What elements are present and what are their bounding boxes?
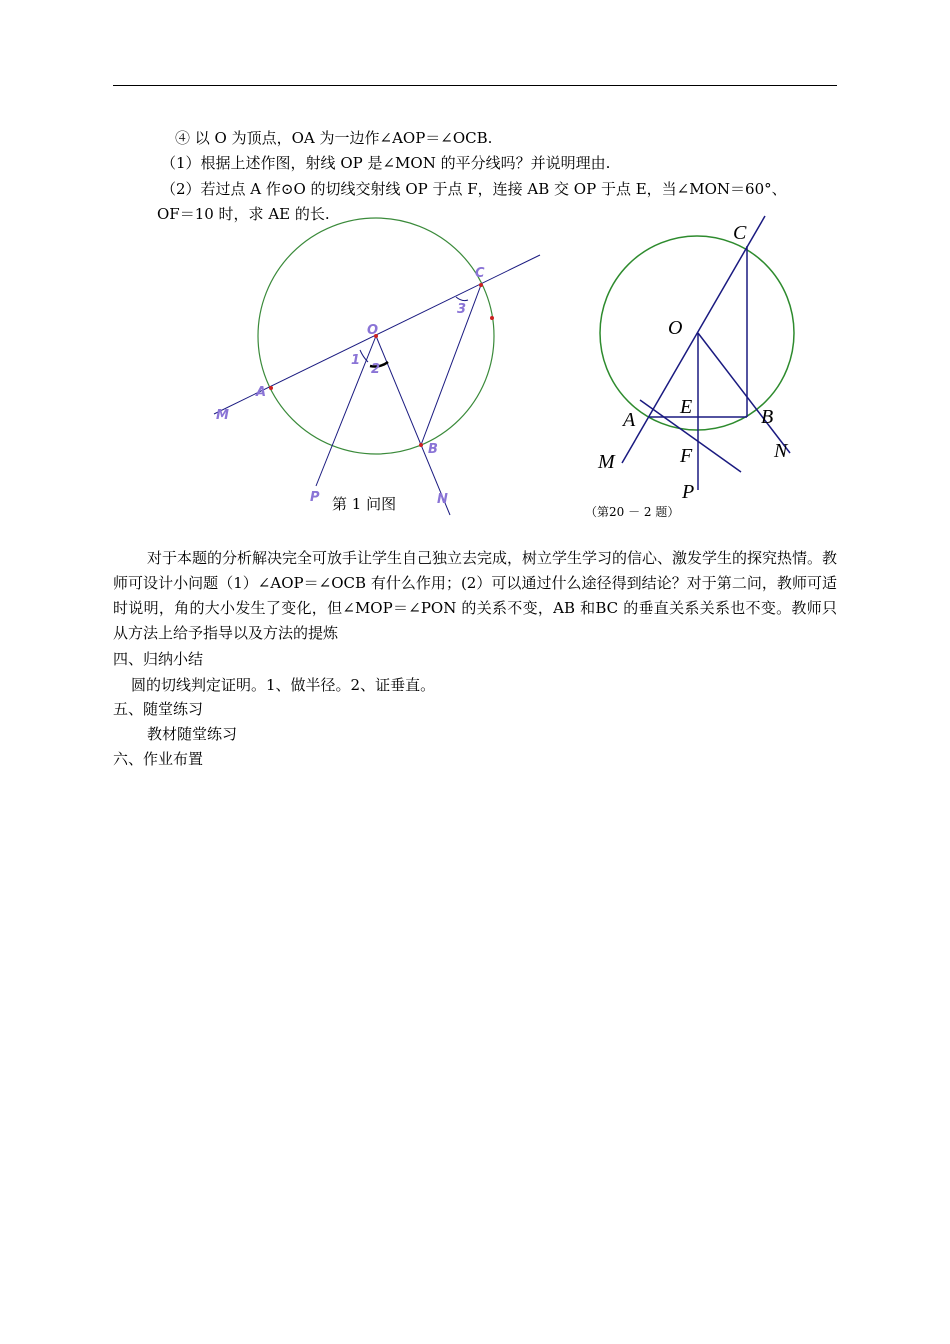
fig1-label-angle-1: 1 — [351, 353, 361, 368]
fig2-label-f: F — [680, 445, 693, 467]
fig1-label-angle-2: 2 — [371, 362, 381, 377]
section-4-body: 圆的切线判定证明。1、做半径。2、证垂直。 — [131, 676, 436, 694]
fig2-label-n: N — [774, 440, 788, 462]
fig2-label-e: E — [680, 396, 693, 418]
question-1: （1）根据上述作图，射线 OP 是∠MON 的平分线吗？并说明理由. — [161, 154, 611, 172]
fig1-label-o: O — [367, 323, 379, 338]
fig1-label-a: A — [256, 385, 267, 400]
fig1-label-p: P — [310, 490, 320, 505]
fig2-line-m-c — [622, 216, 765, 463]
problem-step-4: ④ 以 O 为顶点，OA 为一边作∠AOP＝∠OCB. — [175, 129, 493, 147]
fig2-label-b: B — [761, 406, 774, 428]
figure-1-caption: 第 1 问图 — [332, 495, 397, 513]
fig2-ray-on — [698, 333, 790, 453]
fig1-label-n: N — [437, 492, 448, 507]
fig2-label-p: P — [682, 481, 695, 503]
fig1-label-angle-3: 3 — [457, 302, 467, 317]
section-5-title: 五、随堂练习 — [113, 700, 204, 718]
section-5-body: 教材随堂练习 — [147, 725, 238, 743]
fig2-label-o: O — [668, 317, 683, 339]
section-4-title: 四、归纳小结 — [113, 650, 204, 668]
fig1-label-c: C — [475, 266, 485, 281]
fig2-label-a: A — [623, 409, 636, 431]
fig1-label-m: M — [216, 408, 229, 423]
fig1-label-b: B — [428, 442, 438, 457]
fig2-label-m: M — [598, 451, 615, 473]
fig2-label-c: C — [733, 222, 747, 244]
question-2-line-1: （2）若过点 A 作⊙O 的切线交射线 OP 于点 F，连接 AB 交 OP 于点 E，当∠MON＝60°、 — [161, 180, 787, 198]
analysis-paragraph: 对于本题的分析解决完全可放手让学生自己独立去完成，树立学生学习的信心、激发学生的探究热情。教师可设计小问题（1）∠AOP＝∠OCB 有什么作用；(2）可以通过什么途径得到结论？对于第二问，教师可适时说明，角的大小发生了变化，但∠MOP＝∠PON 的关系不变，AB 和BC 的垂直关系关系也不变。教师只从方法上给予指导以及方法的提炼 — [113, 549, 838, 642]
question-2-line-2: OF＝10 时，求 AE 的长. — [157, 205, 330, 223]
section-6-title: 六、作业布置 — [113, 750, 204, 768]
figure-2-caption: （第20 － 2 题） — [585, 505, 680, 519]
